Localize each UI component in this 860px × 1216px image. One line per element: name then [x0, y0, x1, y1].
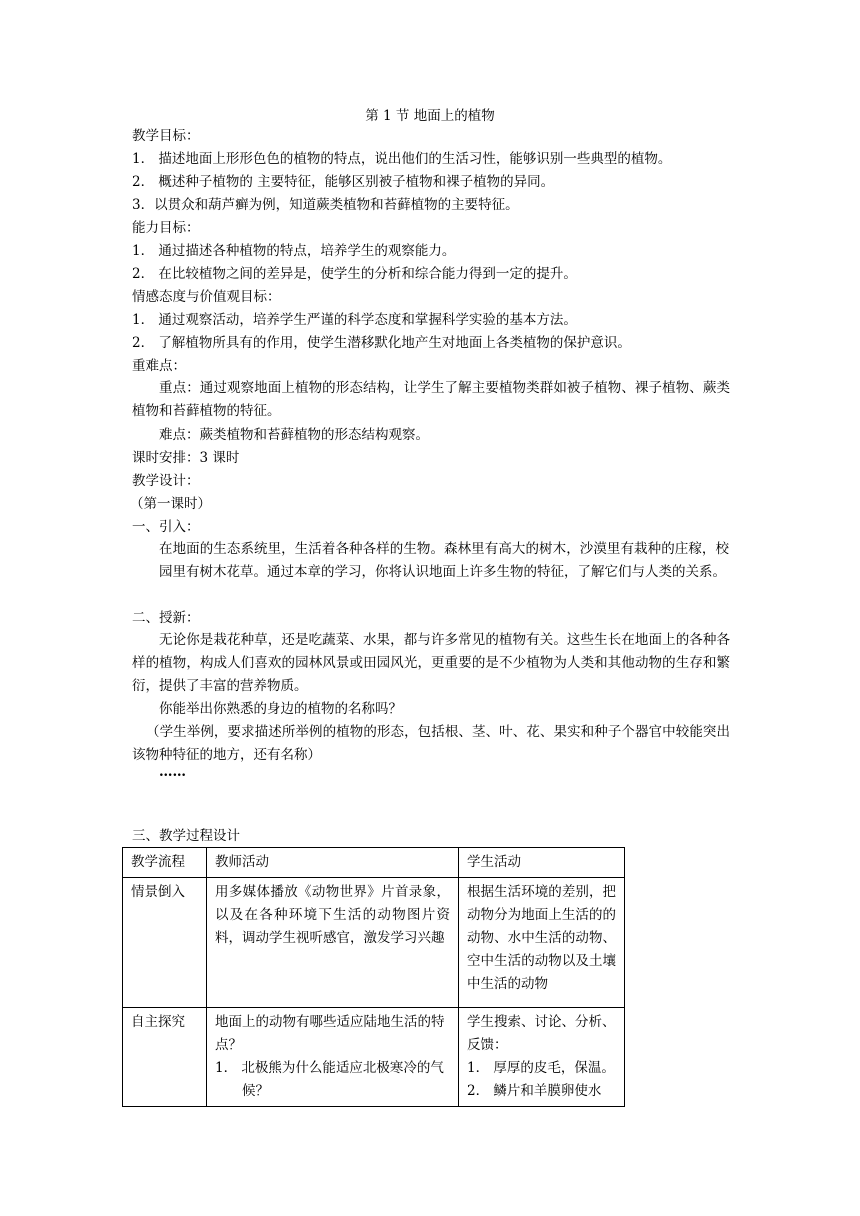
emotion-item-2: 2． 了解植物所具有的作用，使学生潜移默化地产生对地面上各类植物的保护意识。 — [132, 335, 631, 351]
design-heading: 教学设计： — [132, 473, 200, 489]
row2-student-intro: 学生搜索、讨论、分析、反馈： — [467, 1014, 616, 1053]
row1-teacher: 用多媒体播放《动物世界》片首录象，以及在各种环境下生活的动物图片资料，调动学生视听感官，激发学习兴趣 — [207, 878, 459, 1008]
goal-item-1: 1． 描述地面上形形色色的植物的特点，说出他们的生活习性，能够识别一些典型的植物。 — [132, 151, 672, 167]
intro-paragraph: 在地面的生态系统里，生活着各种各样的生物。森林里有高大的树木，沙漠里有栽种的庄稼，校园里有树木花草。通过本章的学习，你将认识地面上许多生物的特征，了解它们与人类的关系。 — [159, 541, 729, 580]
lesson-label: （第一课时） — [130, 496, 211, 512]
table-header-row — [123, 848, 625, 878]
row1-student: 根据生活环境的差别，把动物分为地面上生活的的动物、水中生活的动物、空中生活的动物以及土壤中生活的动物 — [459, 878, 625, 1008]
header-flow: 教学流程 — [123, 848, 207, 878]
ability-heading: 能力目标： — [132, 220, 200, 236]
goal-item-2: 2． 概述种子植物的 主要特征，能够区别被子植物和裸子植物的异同。 — [132, 174, 555, 190]
goals-heading: 教学目标： — [132, 128, 200, 144]
ability-item-1: 1． 通过描述各种植物的特点，培养学生的观察能力。 — [132, 243, 456, 259]
header-student: 学生活动 — [459, 848, 625, 878]
row2-student — [459, 1008, 625, 1107]
row2-teacher-item-1: 1． 北极熊为什么能适应北极寒冷的气候？ — [215, 1060, 444, 1099]
teaching-process-table — [122, 847, 625, 1107]
process-heading: 三、教学过程设计 — [132, 828, 240, 844]
key-heading: 重难点： — [132, 358, 186, 374]
emotion-heading: 情感态度与价值观目标： — [132, 289, 281, 305]
goal-item-3: 3．以贯众和葫芦癣为例，知道蕨类植物和苔藓植物的主要特征。 — [132, 197, 519, 213]
emotion-item-1: 1． 通过观察活动，培养学生严谨的科学态度和掌握科学实验的基本方法。 — [132, 312, 577, 328]
header-teacher: 教师活动 — [207, 848, 459, 878]
row2-student-item-2: 2． 鳞片和羊膜卵使水 — [467, 1083, 602, 1099]
row1-flow: 情景倒入 — [123, 878, 207, 1008]
difficult-point: 难点：蕨类植物和苔藓植物的形态结构观察。 — [159, 427, 429, 443]
ellipsis: …… — [159, 764, 186, 780]
row2-teacher — [207, 1008, 459, 1107]
teach-heading: 二、授新： — [132, 610, 200, 626]
row2-student-item-1: 1． 厚厚的皮毛，保温。 — [467, 1060, 615, 1076]
table-row — [123, 1008, 625, 1107]
row2-teacher-intro: 地面上的动物有哪些适应陆地生活的特点？ — [215, 1014, 445, 1053]
teach-paragraph-2: 你能举出你熟悉的身边的植物的名称吗？ — [159, 701, 402, 717]
teach-paragraph-3: （学生举例，要求描述所举例的植物的形态，包括根、茎、叶、花、果实和种子个器官中较能突出该物种特征的地方，还有名称） — [132, 724, 730, 763]
ability-item-2: 2． 在比较植物之间的差异是，使学生的分析和综合能力得到一定的提升。 — [132, 266, 577, 282]
intro-heading: 一、引入： — [132, 519, 200, 535]
key-point-paragraph: 重点：通过观察地面上植物的形态结构，让学生了解主要植物类群如被子植物、裸子植物、蕨类植物和苔藓植物的特征。 — [132, 380, 730, 419]
row2-flow: 自主探究 — [123, 1008, 207, 1107]
schedule: 课时安排：3 课时 — [132, 450, 240, 466]
table-row — [123, 878, 625, 1008]
section-title: 第 1 节 地面上的植物 — [365, 108, 495, 124]
teach-paragraph-1: 无论你是栽花种草，还是吃蔬菜、水果，都与许多常见的植物有关。这些生长在地面上的各种各样的植物，构成人们喜欢的园林风景或田园风光，更重要的是不少植物为人类和其他动物的生存和繁衍，提供了丰富的营养物质。 — [132, 632, 730, 694]
